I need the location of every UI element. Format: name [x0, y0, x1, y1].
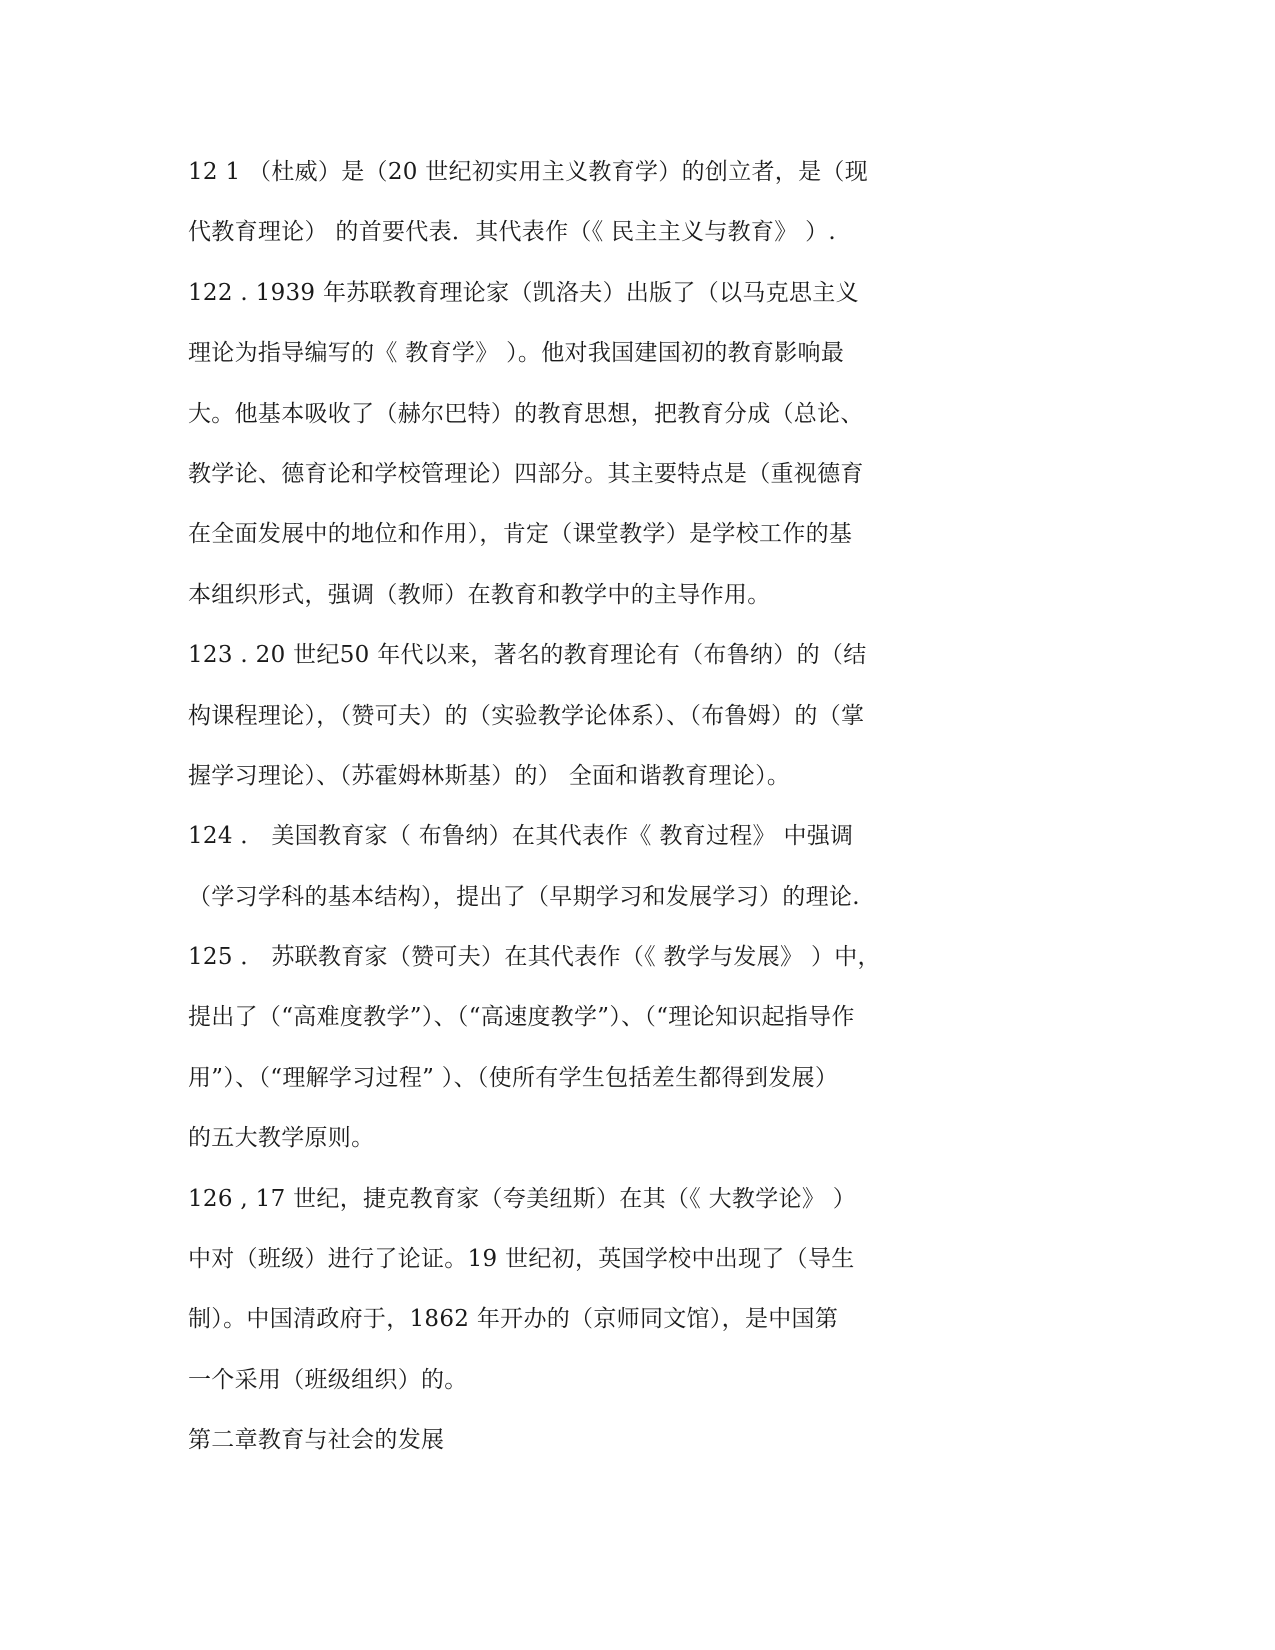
- text-line: 构课程理论），（赞可夫）的（实验教学论体系）、（布鲁姆）的（掌: [188, 702, 865, 729]
- text-line: 123 . 20 世纪50 年代以来，著名的教育理论有（布鲁纳）的（结: [188, 642, 867, 669]
- text-line: 122 . 1939 年苏联教育理论家（凯洛夫）出版了（以马克思主义: [188, 279, 859, 306]
- text-line: 教学论、德育论和学校管理论）四部分。其主要特点是（重视德育: [188, 460, 864, 487]
- text-line: 的五大教学原则。: [188, 1125, 375, 1152]
- document-body: [188, 142, 968, 1471]
- text-line: 中对（班级）进行了论证。19 世纪初，英国学校中出现了（导生: [188, 1246, 855, 1273]
- text-line: 代教育理论） 的首要代表．其代表作（《 民主主义与教育》 ）.: [188, 219, 837, 246]
- text-line: 124 ． 美国教育家（ 布鲁纳）在其代表作《 教育过程》 中强调: [188, 823, 854, 850]
- text-line: 理论为指导编写的《 教育学》 ）。他对我国建国初的教育影响最: [188, 340, 845, 367]
- text-line: 本组织形式，强调（教师）在教育和教学中的主导作用。: [188, 581, 771, 608]
- text-line: 握学习理论）、（苏霍姆林斯基）的） 全面和谐教育理论）。: [188, 762, 791, 789]
- text-line: 大。他基本吸收了（赫尔巴特）的教育思想，把教育分成（总论、: [188, 400, 864, 427]
- text-line: 用”）、（“理解学习过程” ）、（使所有学生包括差生都得到发展）: [188, 1064, 839, 1091]
- text-line: 制）。中国清政府于，1862 年开办的（京师同文馆），是中国第: [188, 1306, 839, 1333]
- text-line: （学习学科的基本结构），提出了（早期学习和发展学习）的理论.: [188, 883, 860, 910]
- text-line: 126 , 17 世纪，捷克教育家（夸美纽斯）在其（《 大教学论》 ）: [188, 1185, 857, 1212]
- text-line: 12 1 （杜威）是（20 世纪初实用主义教育学）的创立者，是（现: [188, 159, 868, 185]
- chapter-heading: 第二章教育与社会的发展: [188, 1427, 445, 1454]
- text-line: 一个采用（班级组织）的。: [188, 1366, 468, 1393]
- text-line: 提出了（“高难度教学”）、（“高速度教学”）、（“理论知识起指导作: [188, 1004, 855, 1031]
- text-line: 在全面发展中的地位和作用），肯定（课堂教学）是学校工作的基: [188, 521, 853, 548]
- text-line: 125 ． 苏联教育家（赞可夫）在其代表作（《 教学与发展》 ）中，: [188, 944, 881, 971]
